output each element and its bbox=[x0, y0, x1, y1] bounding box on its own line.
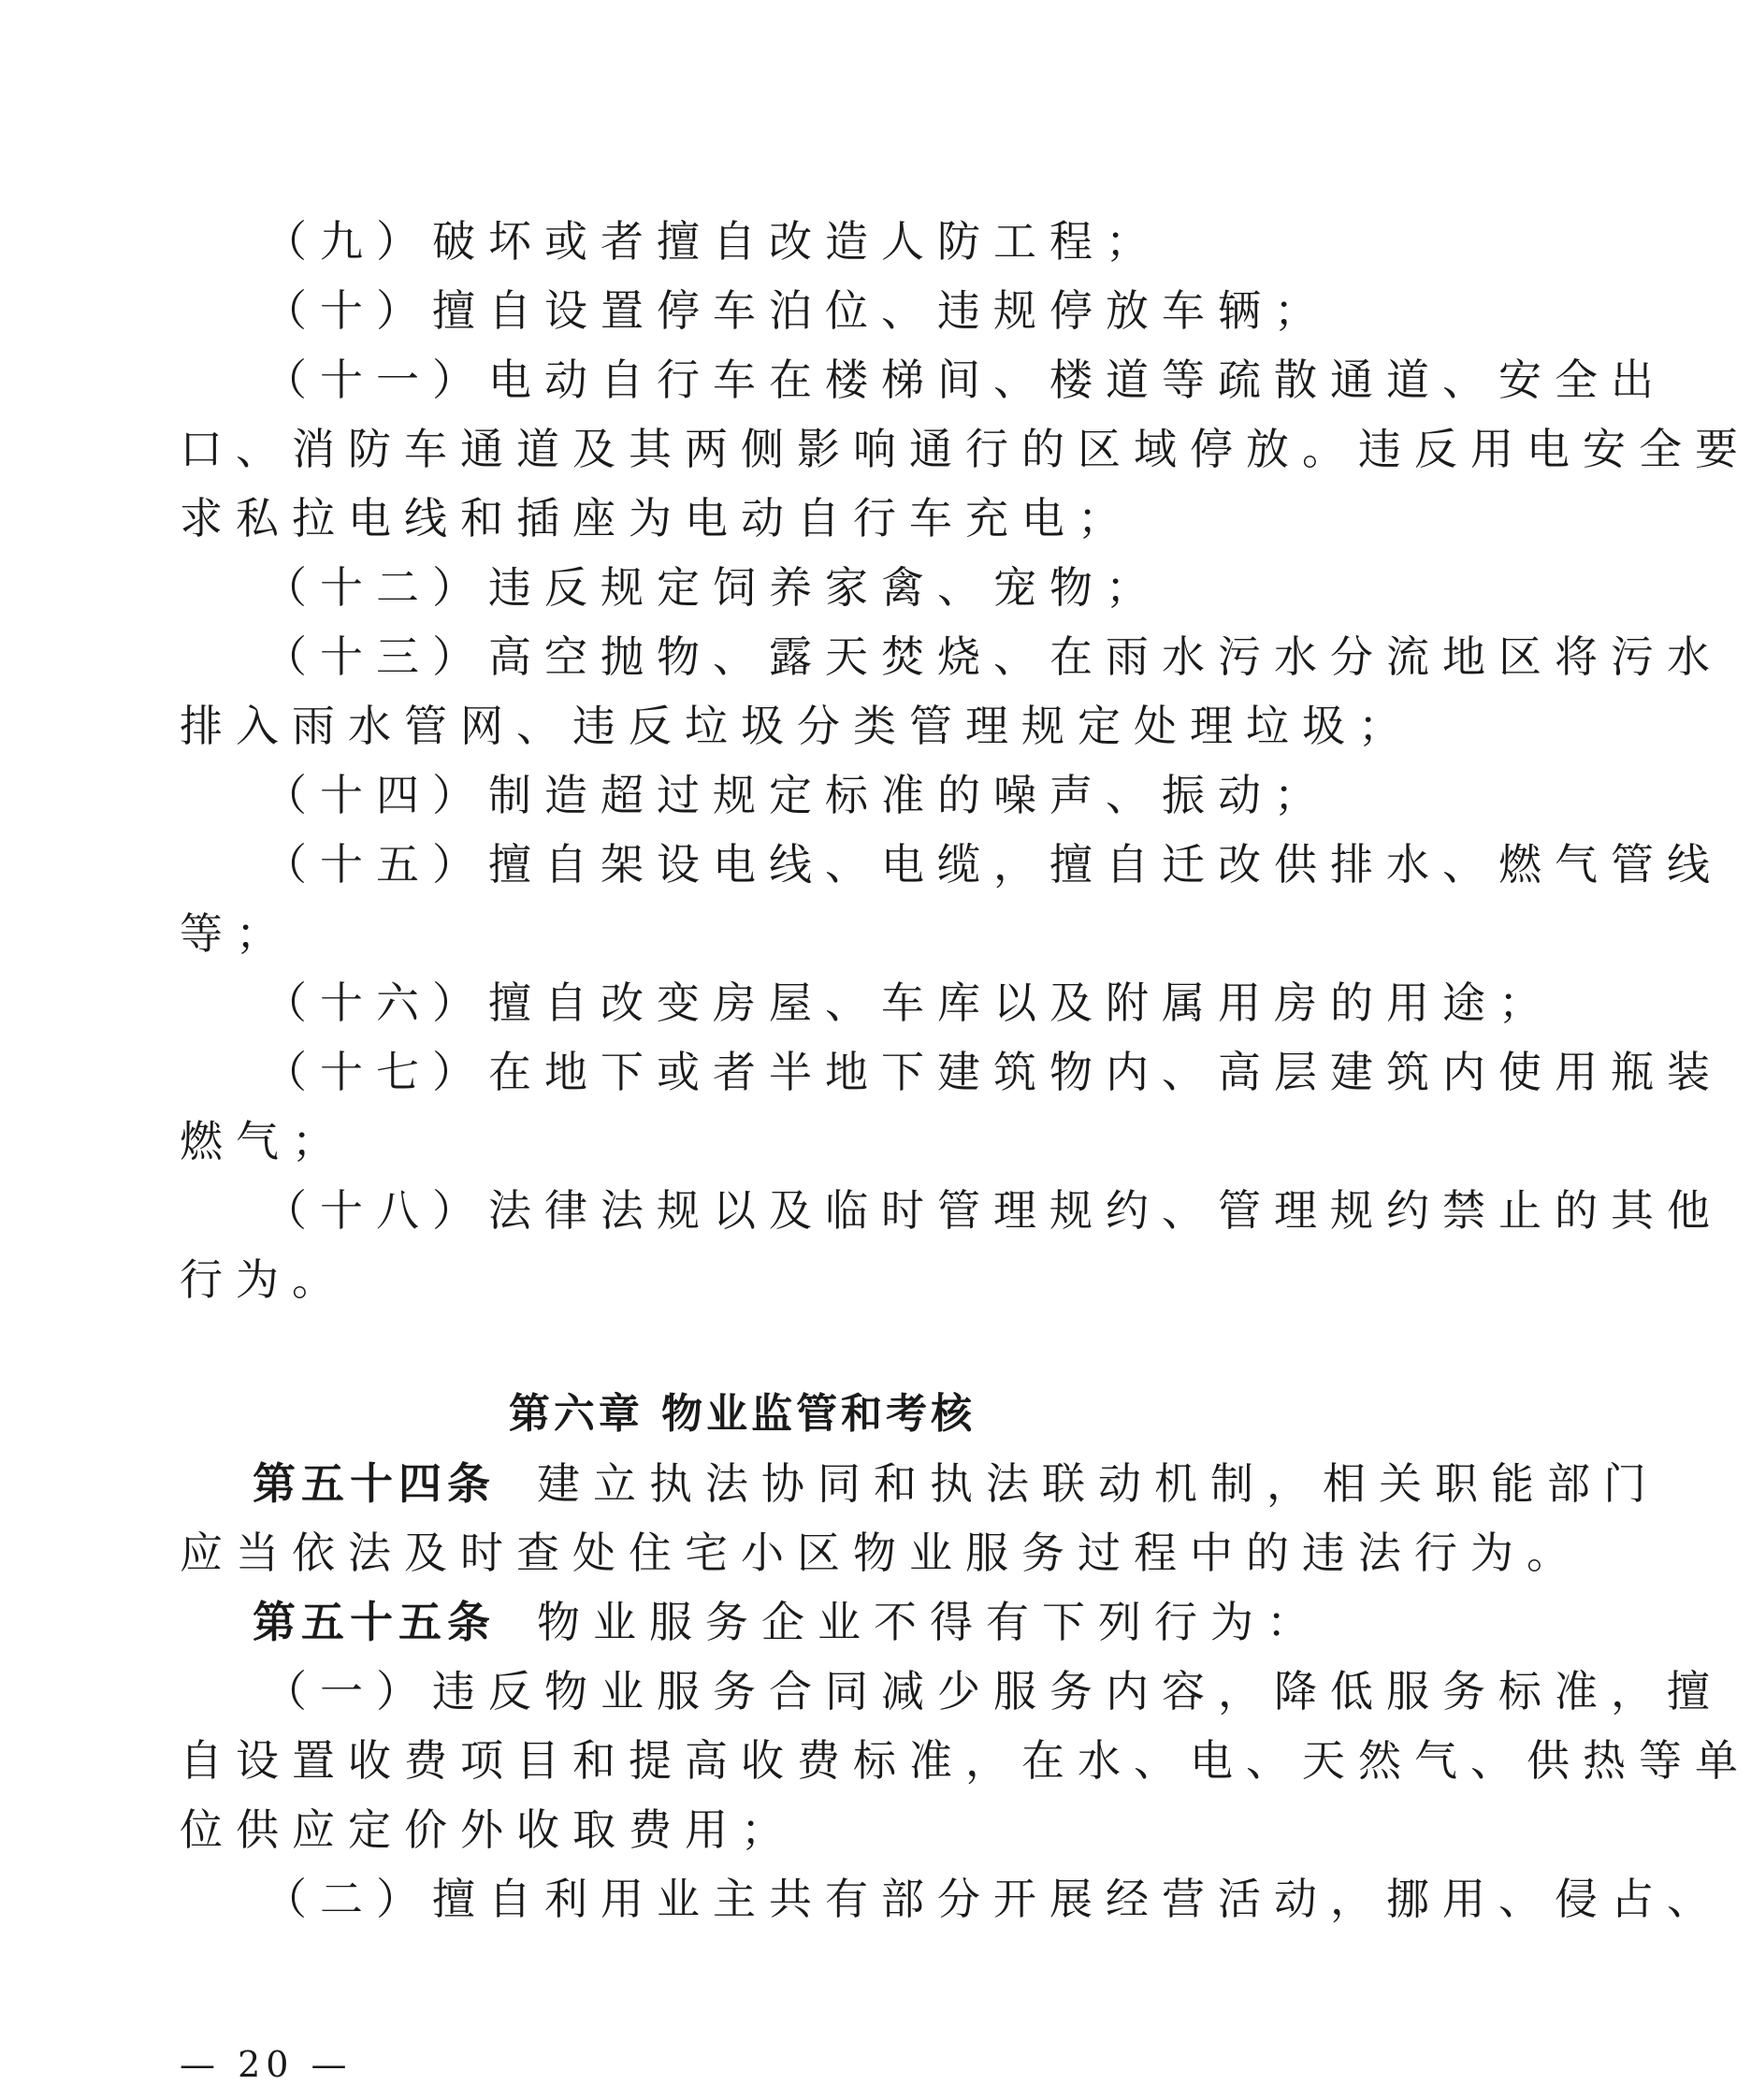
list-item: （十八）法律法规以及临时管理规约、管理规约禁止的其他 bbox=[264, 1185, 1723, 1236]
list-item: （十）擅自设置停车泊位、违规停放车辆； bbox=[264, 285, 1330, 336]
article-54-label: 第五十四条 bbox=[253, 1458, 496, 1509]
list-item: （十一）电动自行车在楼梯间、楼道等疏散通道、安全出 bbox=[264, 355, 1667, 405]
chapter-heading: 第六章 物业监管和考核 bbox=[508, 1390, 977, 1438]
list-item-continuation: 等； bbox=[180, 908, 292, 959]
list-item-continuation: 位供应定价外收取费用； bbox=[180, 1804, 797, 1855]
article-54-continuation: 应当依法及时查处住宅小区物业服务过程中的违法行为。 bbox=[180, 1528, 1583, 1578]
list-item-continuation: 燃气； bbox=[180, 1116, 348, 1166]
article-54-text: 建立执法协同和执法联动机制，相关职能部门 bbox=[537, 1458, 1659, 1509]
list-item: （十六）擅自改变房屋、车库以及附属用房的用途； bbox=[264, 978, 1555, 1028]
list-item: （二）擅自利用业主共有部分开展经营活动，挪用、侵占、 bbox=[264, 1874, 1723, 1924]
list-item: （十三）高空抛物、露天焚烧、在雨水污水分流地区将污水 bbox=[264, 631, 1723, 682]
list-item: （十五）擅自架设电线、电缆，擅自迁改供排水、燃气管线 bbox=[264, 839, 1723, 890]
list-item-continuation: 口、消防车通道及其两侧影响通行的区域停放。违反用电安全要 bbox=[180, 424, 1751, 474]
article-55-first-line bbox=[253, 1594, 1384, 1650]
article-55-text: 物业服务企业不得有下列行为： bbox=[537, 1597, 1323, 1647]
article-54-first-line bbox=[253, 1456, 1659, 1512]
list-item: （九）破坏或者擅自改造人防工程； bbox=[264, 216, 1162, 267]
list-item-continuation: 排入雨水管网、违反垃圾分类管理规定处理垃圾； bbox=[180, 701, 1414, 751]
article-55-label: 第五十五条 bbox=[253, 1597, 496, 1647]
list-item: （十七）在地下或者半地下建筑物内、高层建筑内使用瓶装 bbox=[264, 1047, 1723, 1097]
list-item-continuation: 求私拉电线和插座为电动自行车充电； bbox=[180, 493, 1134, 543]
list-item: （一）违反物业服务合同减少服务内容，降低服务标准，擅 bbox=[264, 1666, 1723, 1716]
list-item-continuation: 行为。 bbox=[180, 1254, 348, 1305]
list-item-continuation: 自设置收费项目和提高收费标准，在水、电、天然气、供热等单 bbox=[180, 1735, 1751, 1786]
list-item: （十四）制造超过规定标准的噪声、振动； bbox=[264, 770, 1330, 820]
list-item: （十二）违反规定饲养家禽、宠物； bbox=[264, 562, 1162, 613]
page-number: — 20 — bbox=[180, 2044, 353, 2085]
